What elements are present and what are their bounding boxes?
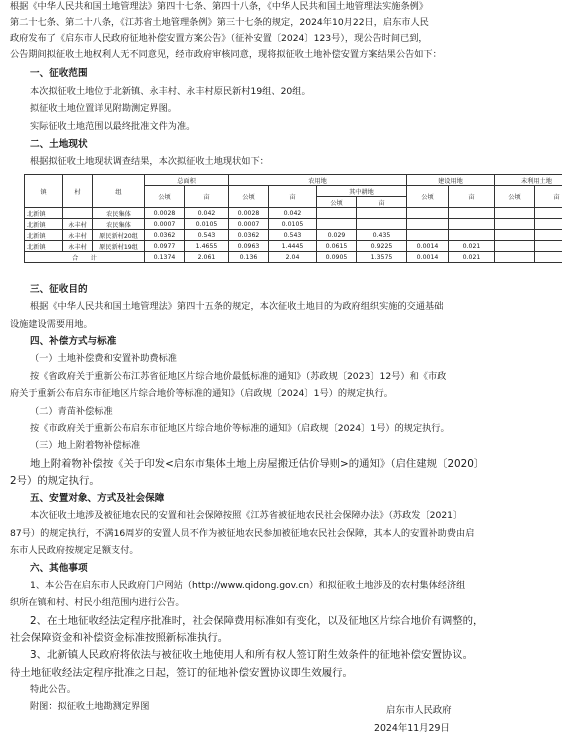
cell-empty xyxy=(495,230,535,241)
total-label: 合 计 xyxy=(25,252,145,263)
cell-empty xyxy=(535,219,562,230)
section-5-line: 87号）的规定执行，不满16周岁的安置人员不作为被征地农民参加被征地农民社会保障，其本人的安置补助费由启 xyxy=(10,528,475,539)
cell-value: 0.0615 xyxy=(317,241,357,252)
header-town: 镇 xyxy=(25,175,63,208)
header-arable: 其中耕地 xyxy=(317,186,407,197)
section-5-heading: 五、安置对象、方式及社会保障 xyxy=(30,493,165,504)
unit-hectare: 公顷 xyxy=(145,186,185,208)
section-1-line: 本次拟征收土地位于北新镇、永丰村、永丰村原民新村19组、20组。 xyxy=(30,86,311,97)
section-4-line: 2号）的规定执行。 xyxy=(10,475,100,487)
section-6-line: 2、在土地征收经法定程序批准时，社会保障费用标准如有变化，以及征地区片综合地价有调整的， xyxy=(30,615,484,627)
section-2-heading: 二、土地现状 xyxy=(30,139,88,150)
intro-line-4: 公告期间拟征收土地权利人无不同意见，经市政府审核同意，现将拟征收土地补偿安置方案结果公告如下： xyxy=(10,49,442,60)
cell-empty xyxy=(495,219,535,230)
cell-value: 0.0007 xyxy=(229,219,269,230)
cell-town: 北新镇 xyxy=(25,219,63,230)
cell-empty xyxy=(495,241,535,252)
cell-value: 1.4655 xyxy=(185,241,229,252)
attachment-note: 附图：拟征收土地勘测定界图 xyxy=(30,701,150,712)
cell-empty xyxy=(535,252,562,263)
cell-town: 北新镇 xyxy=(25,230,63,241)
intro-line-2: 第二十七条、第二十八条，《江苏省土地管理条例》第三十七条的规定，2024年10月22日，启东市人民 xyxy=(10,17,429,28)
cell-value xyxy=(449,219,495,230)
cell-value: 0.435 xyxy=(357,230,407,241)
section-4-sub3: （三）地上附着物补偿标准 xyxy=(30,440,141,451)
section-6-line: 1、本公告在启东市人民政府门户网站（http://www.qidong.gov.cn）和拟征收土地涉及的农村集体经济组 xyxy=(30,580,466,591)
cell-value xyxy=(357,219,407,230)
cell-village: 永丰村 xyxy=(63,219,93,230)
cell-value xyxy=(317,219,357,230)
section-5-line: 本次征收土地涉及被征地农民的安置和社会保障按照《江苏省被征地农民社会保障办法》（苏政发〔2021〕 xyxy=(30,510,463,521)
unit-hectare: 公顷 xyxy=(495,186,535,208)
section-4-line: 地上附着物补偿按《关于印发<启东市集体土地上房屋搬迁估价导则>的通知》（启住建规〔2020〕 xyxy=(30,458,485,470)
cell-total: 0.021 xyxy=(449,252,495,263)
unit-mu: 亩 xyxy=(185,186,229,208)
cell-group: 农民集体 xyxy=(93,219,145,230)
header-group: 组 xyxy=(93,175,145,208)
unit-mu: 亩 xyxy=(535,186,562,208)
section-6-heading: 六、其他事项 xyxy=(30,563,88,574)
section-1-line: 拟征收土地位置详见附勘测定界图。 xyxy=(30,103,177,114)
section-6-line: 社会保障资金和补偿资金标准按照新标准执行。 xyxy=(10,632,229,644)
land-status-table xyxy=(24,174,562,263)
cell-village xyxy=(63,208,93,219)
header-construction-land: 建设用地 xyxy=(407,175,495,186)
section-3-line: 设施建设需要用地。 xyxy=(10,319,93,330)
cell-empty xyxy=(535,208,562,219)
cell-value xyxy=(407,208,449,219)
table-row xyxy=(25,219,562,230)
cell-empty xyxy=(495,208,535,219)
cell-value: 0.0977 xyxy=(145,241,185,252)
cell-group: 原民新村19组 xyxy=(93,241,145,252)
cell-village: 永丰村 xyxy=(63,230,93,241)
signature-org: 启东市人民政府 xyxy=(386,705,452,716)
section-4-line: 按《省政府关于重新公布江苏省征地区片综合地价最低标准的通知》（苏政规〔2023〕12号）和《市政 xyxy=(30,371,447,382)
cell-value: 0.042 xyxy=(269,208,317,219)
section-5-line: 东市人民政府按规定足额支付。 xyxy=(10,545,139,556)
cell-empty xyxy=(535,241,562,252)
cell-value: 0.029 xyxy=(317,230,357,241)
cell-total: 2.04 xyxy=(269,252,317,263)
cell-total: 1.3575 xyxy=(357,252,407,263)
unit-hectare: 公顷 xyxy=(229,186,269,208)
cell-value: 0.021 xyxy=(449,241,495,252)
section-2-line: 根据拟征收土地现状调查结果，本次拟征收土地现状如下： xyxy=(30,156,269,167)
unit-mu: 亩 xyxy=(269,186,317,208)
cell-group: 农民集体 xyxy=(93,208,145,219)
cell-total: 0.136 xyxy=(229,252,269,263)
header-unused-land: 未利用土地 xyxy=(495,175,562,186)
section-4-heading: 四、补偿方式与标准 xyxy=(30,336,117,347)
table-total-row xyxy=(25,252,562,263)
cell-value xyxy=(407,230,449,241)
cell-value xyxy=(317,208,357,219)
cell-total: 0.0014 xyxy=(407,252,449,263)
section-6-line: 3、北新镇人民政府将依法与被征收土地使用人和所有权人签订附生效条件的征地补偿安置协议。 xyxy=(30,649,474,661)
cell-total: 2.061 xyxy=(185,252,229,263)
table-row xyxy=(25,208,562,219)
section-1-heading: 一、征收范围 xyxy=(30,68,88,79)
cell-value: 0.0362 xyxy=(145,230,185,241)
section-6-line: 织所在镇和村、村民小组范围内进行公告。 xyxy=(10,597,185,608)
cell-value: 0.0362 xyxy=(229,230,269,241)
cell-value: 0.0105 xyxy=(269,219,317,230)
section-4-line: 按《市政府关于重新公布启东市征地区片综合地价等标准的通知》（启政规〔2024〕1号）的规定执行。 xyxy=(30,423,450,434)
cell-value: 0.0963 xyxy=(229,241,269,252)
cell-village: 永丰村 xyxy=(63,241,93,252)
cell-value: 1.4445 xyxy=(269,241,317,252)
cell-town: 北新镇 xyxy=(25,241,63,252)
unit-hectare: 公顷 xyxy=(407,186,449,208)
header-farmland: 农用地 xyxy=(229,175,407,186)
cell-value: 0.543 xyxy=(269,230,317,241)
intro-line-3: 政府发布了《启东市人民政府征地补偿安置方案公告》（征补安置〔2024〕123号），现公告时间已到， xyxy=(10,33,428,44)
unit-mu: 亩 xyxy=(357,197,407,208)
section-6-line: 待土地征收经法定程序批准之日起，签订的征地补偿安置协议即生效履行。 xyxy=(10,667,353,679)
header-village: 村 xyxy=(63,175,93,208)
table-row xyxy=(25,241,562,252)
intro-line-1: 根据《中华人民共和国土地管理法》第四十七条、第四十八条，《中华人民共和国土地管理法实施条例》 xyxy=(10,1,429,12)
unit-mu: 亩 xyxy=(449,186,495,208)
cell-value: 0.042 xyxy=(185,208,229,219)
cell-value: 0.0105 xyxy=(185,219,229,230)
section-3-heading: 三、征收目的 xyxy=(30,284,88,295)
cell-empty xyxy=(495,252,535,263)
section-3-line: 根据《中华人民共和国土地管理法》第四十五条的规定，本次征收土地目的为政府组织实施的交通基础 xyxy=(30,301,444,312)
unit-hectare: 公顷 xyxy=(317,197,357,208)
cell-total: 0.1374 xyxy=(145,252,185,263)
cell-value xyxy=(449,230,495,241)
section-4-sub2: （二）青苗补偿标准 xyxy=(30,406,113,417)
table-row xyxy=(25,230,562,241)
signature-date: 2024年11月29日 xyxy=(374,723,450,734)
cell-value: 0.543 xyxy=(185,230,229,241)
cell-value: 0.0028 xyxy=(145,208,185,219)
cell-group: 原民新村20组 xyxy=(93,230,145,241)
section-4-sub1: （一）土地补偿费和安置补助费标准 xyxy=(30,353,177,364)
section-1-line: 实际征收土地范围以最终批准文件为准。 xyxy=(30,121,196,132)
cell-value xyxy=(449,208,495,219)
cell-value: 0.0007 xyxy=(145,219,185,230)
closing-remark: 特此公告。 xyxy=(30,684,76,695)
header-total-area: 总面积 xyxy=(145,175,229,186)
cell-empty xyxy=(535,230,562,241)
cell-value xyxy=(357,208,407,219)
cell-value: 0.9225 xyxy=(357,241,407,252)
cell-value: 0.0028 xyxy=(229,208,269,219)
section-4-line: 府关于重新公布启东市征地区片综合地价等标准的通知》（启政规〔2024〕1号）的规定执行。 xyxy=(10,388,393,399)
cell-total: 0.0905 xyxy=(317,252,357,263)
cell-value xyxy=(407,219,449,230)
cell-town: 北新镇 xyxy=(25,208,63,219)
cell-value: 0.0014 xyxy=(407,241,449,252)
